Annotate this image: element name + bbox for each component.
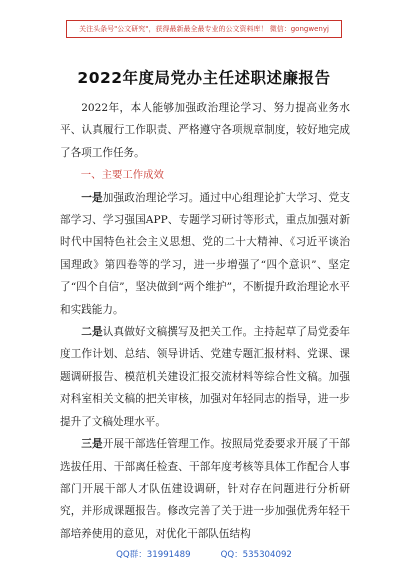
body-paragraph — [60, 321, 350, 433]
body-paragraph — [60, 433, 350, 545]
document-title: 2022年度局党办主任述职述廉报告 — [77, 69, 331, 87]
document-body — [60, 97, 350, 545]
footer-qq: QQ：535304092 — [220, 550, 292, 560]
header-banner: 关注头条号"公文研究"，获得最新最全最专业的公文资料库！ 微信：gongwenyj — [66, 20, 342, 38]
paragraph-text: 加强政治理论学习。通过中心组理论扩大学习、党支部学习、学习强国APP、专题学习研讨等形式，重点加强对新时代中国特色社会主义思想、党的二十大精神、《习近平谈治国理政》第四卷等的学习，进一步增强了“四个意识”、坚定了“四个自信”，坚决做到“两个维护”，不断提升政治理论水平和实践能力。 — [60, 191, 351, 316]
footer-qq-group: QQ群：31991489 — [116, 550, 191, 560]
paragraph-lead: 二是 — [81, 326, 103, 339]
paragraph-text: 认真做好文稿撰写及把关工作。主持起草了局党委年度工作计划、总结、领导讲话、党建专题汇报材料、党课、课题调研报告、模范机关建设汇报交流材料等综合性文稿。加强对科室相关文稿的把关审核，加强对年轻同志的指导，进一步提升了文稿处理水平。 — [60, 326, 351, 428]
body-paragraph — [60, 187, 350, 321]
section-heading: 一、主要工作成效 — [80, 169, 164, 182]
footer — [0, 548, 408, 560]
intro-paragraph: 2022年，本人能够加强政治理论学习、努力提高业务水平、认真履行工作职责、严格遵守各项规章制度，较好地完成了各项工作任务。 — [60, 102, 350, 159]
paragraph-text: 开展干部选任管理工作。按照局党委要求开展了干部选拔任用、干部离任检查、干部年度考核等具体工作配合人事部门开展干部人才队伍建设调研，针对存在问题进行分析研究，并形成课题报告。修改完善了关于进一步加强优秀年轻干部培养使用的意见，对优化干部队伍结构 — [60, 438, 351, 540]
paragraph-lead: 一是 — [81, 191, 103, 204]
paragraph-lead: 三是 — [81, 438, 103, 451]
